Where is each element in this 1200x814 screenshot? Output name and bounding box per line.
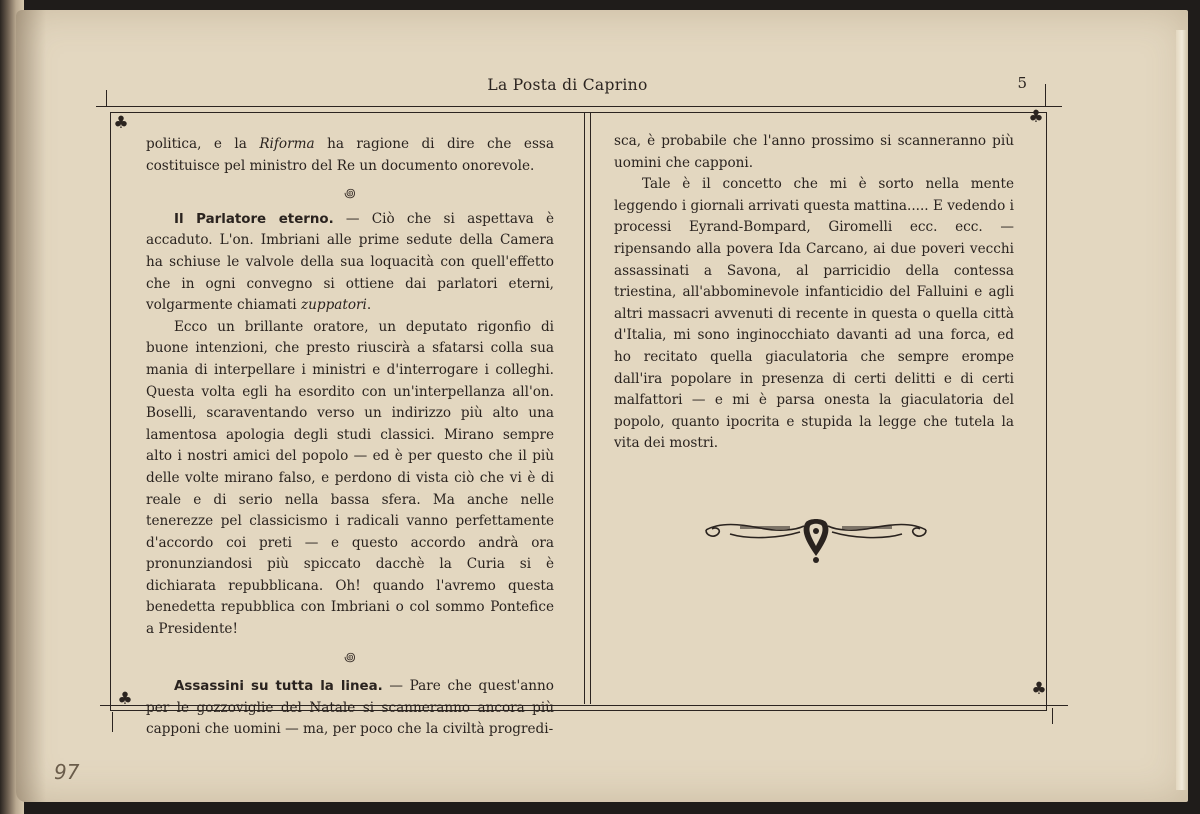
continuation-paragraph [146,134,554,177]
header-rule [96,106,1062,107]
column-divider-a [584,112,585,704]
text-run: politica, e la [146,136,260,152]
frame-right [1046,112,1047,710]
page-number: 5 [1017,74,1027,92]
running-header [90,74,1045,100]
newspaper-name: Riforma [259,136,315,152]
club-ornament-icon: ♣ [1031,679,1047,699]
page-edge [1176,30,1188,790]
club-ornament-icon: ♣ [1028,107,1044,127]
text-run: . [366,297,372,314]
frame-left [110,112,111,710]
right-column [614,131,1014,455]
publication-title: La Posta di Caprino [487,76,648,94]
text-run: — Pare che quest'anno per le gozzoviglie del Natale si scanneranno ancora più capponi che uomini — ma, per poco che la civiltà progredi- [146,678,554,738]
archive-pencil-number: 97 [54,760,80,784]
section-divider: ꩜ [344,186,356,201]
italic-term: zuppatori [300,297,367,314]
section-paragraph [146,676,554,741]
left-column [146,134,554,741]
text-run: ha ragione di dire che essa costituisce pel ministro del Re un documento onorevole. [146,136,555,174]
text-run: — Ciò che si aspettava è accaduto. L'on. Imbriani alle prime sedute della Camera ha schiuse le valvole della sua loquacità con quell'effetto che in ogni convegno si ottiene dai parlatori eterni, volgarmente chiamati [146,210,554,314]
spine-shadow [16,10,46,802]
section-divider: ꩜ [344,649,356,664]
footer-tick-right [1052,708,1053,724]
footer-tick-left [112,712,113,732]
section-title-parlatore: Il Parlatore eterno. [174,211,334,227]
frame-top [110,112,1047,113]
club-ornament-icon: ♣ [117,689,133,709]
header-tick-left [106,90,107,106]
header-tick-right [1045,84,1046,106]
club-ornament-icon: ♣ [113,113,129,133]
body-paragraph: Tale è il concetto che mi è sorto nella mente leggendo i giornali arrivati questa mattina..... E vedendo i processi Eyrand-Bompard, Giromelli ecc. ecc. — ripensando alla povera Ida Carcano, ai due poveri vecchi assassinati a Savona, al parricidio della contessa triestina, all'abbominevole infanticidio del Falluini e agli altri massacri avvenuti di recente in questa o quella città d'Italia, mi sono inginocchiato davanti ad una forca, ed ho recitato quella giaculatoria che sempre erompe dall'ira popolare in presenza di certi delitti e di certi malfattori — e mi è parsa onesta la giaculatoria del popolo, quanto ipocrita e stupida la legge che tutela la vita dei mostri. [614,176,1014,452]
section-title-assassini: Assassini su tutta la linea. [174,679,383,695]
continuation-paragraph: sca, è probabile che l'anno prossimo si scanneranno più uomini che capponi. [614,133,1014,171]
column-divider-b [590,112,591,704]
scroll-ornament-icon [700,516,932,564]
body-paragraph: Ecco un brillante oratore, un deputato rigonfio di buone intenzioni, che presto riuscirà a sfatarsi colla sua mania di interpellare i ministri e d'interrogare i colleghi. Questa volta egli ha esordito con un'interpellanza all'on. Boselli, scaraventando verso un indirizzo più alto una lamentosa apologia degli studi classici. Mirano sempre alto i nostri amici del popolo — ed è per questo che il più delle volte mirano falso, e perdono di vista ciò che vi è di reale e di serio nella bassa sfera. Ma anche nelle tenerezze pel classicismo i radicali vanno perfettamente d'accordo coi preti — e questo accordo andrà ora pronunziandosi più spiccato dacchè la Curia si è dichiarata repubblicana. Oh! quando l'avremo questa benedetta repubblica con Imbriani o col sommo Pontefice a Presidente! [146,318,554,638]
section-paragraph [146,209,554,317]
